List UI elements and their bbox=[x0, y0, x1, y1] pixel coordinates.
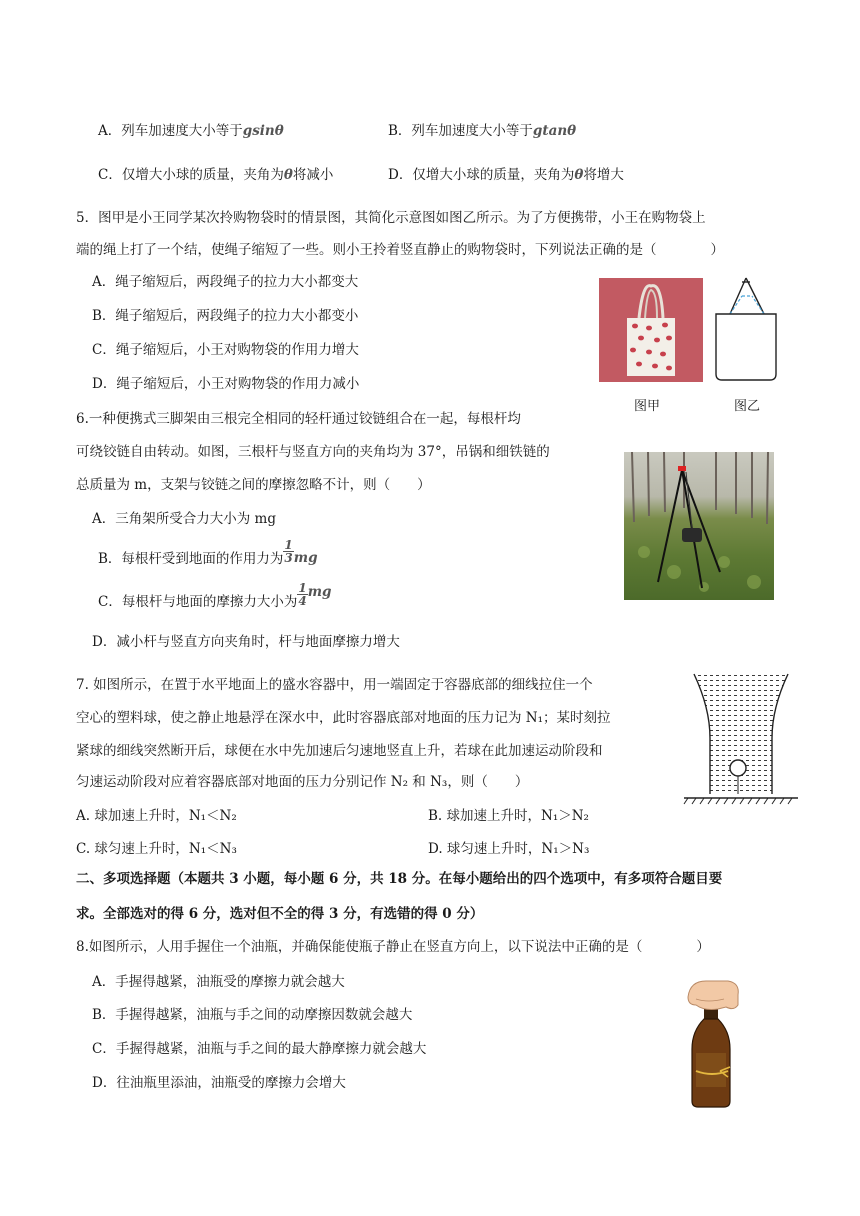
q7-stem-line4: 匀速运动阶段对应着容器底部对地面的压力分别记作 N₂ 和 N₃，则（ ） bbox=[76, 774, 529, 790]
q6-tripod-photo bbox=[624, 452, 774, 600]
q7-stem-line1: 7. 如图所示，在置于水平地面上的盛水容器中，用一端固定于容器底部的细线拉住一个 bbox=[76, 677, 593, 693]
q5-option-a: A．绳子缩短后，两段绳子的拉力大小都变大 bbox=[92, 274, 359, 290]
q4-option-d-post: 将增大 bbox=[583, 167, 624, 183]
q6-option-a: A．三角架所受合力大小为 mg bbox=[92, 511, 276, 527]
q7-stem-line2: 空心的塑料球，使之静止地悬浮在深水中，此时容器底部对地面的压力记为 N₁；某时刻拉 bbox=[76, 710, 611, 726]
q6-option-b-num: 1 bbox=[284, 538, 293, 552]
q6-option-b-fraction bbox=[283, 539, 293, 564]
q4-option-b bbox=[388, 119, 576, 139]
q6-option-c-num: 1 bbox=[298, 581, 307, 595]
q4-option-b-math: gtanθ bbox=[532, 123, 577, 139]
q6-stem-line1: 6.一种便携式三脚架由三根完全相同的轻杆通过铰链组合在一起，每根杆均 bbox=[76, 411, 521, 427]
q8-option-b: B．手握得越紧，油瓶与手之间的动摩擦因数就会越大 bbox=[92, 1007, 413, 1023]
q5-bag-photo bbox=[599, 278, 703, 382]
q6-option-b-den: 3 bbox=[284, 551, 293, 565]
q6-option-b-tail: mg bbox=[293, 550, 318, 566]
q4-option-d-pre: D．仅增大小球的质量，夹角为 bbox=[388, 167, 575, 183]
q4-option-a-text: A．列车加速度大小等于 bbox=[98, 123, 243, 139]
q6-option-c-den: 4 bbox=[298, 594, 307, 608]
q4-option-c-pre: C．仅增大小球的质量，夹角为 bbox=[98, 167, 284, 183]
q7-container-diagram bbox=[680, 668, 800, 808]
q6-stem-line3: 总质量为 m，支架与铰链之间的摩擦忽略不计，则（ ） bbox=[76, 477, 431, 493]
q6-stem-line2: 可绕铰链自由转动。如图，三根杆与竖直方向的夹角均为 37°，吊锅和细铁链的 bbox=[76, 444, 550, 460]
q4-option-c bbox=[98, 163, 333, 183]
q6-option-b bbox=[98, 538, 318, 572]
q6-option-d: D．减小杆与竖直方向夹角时，杆与地面摩擦力增大 bbox=[92, 634, 400, 650]
q8-option-a: A．手握得越紧，油瓶受的摩擦力就会越大 bbox=[92, 974, 345, 990]
q8-bottle-figure bbox=[684, 975, 744, 1111]
q4-option-c-post: 将减小 bbox=[292, 167, 334, 183]
q7-option-d: D. 球匀速上升时，N₁＞N₃ bbox=[428, 841, 590, 857]
q5-fig-label-b: 图乙 bbox=[734, 399, 761, 414]
q5-stem-line1: 5．图甲是小王同学某次拎购物袋时的情景图，其简化示意图如图乙所示。为了方便携带，小王在购物袋上 bbox=[76, 210, 706, 226]
tote-bag-icon bbox=[599, 278, 703, 382]
q5-stem-line2: 端的绳上打了一个结，使绳子缩短了一些。则小王拎着竖直静止的购物袋时，下列说法正确的是（ ） bbox=[76, 242, 724, 258]
hand-icon bbox=[688, 981, 738, 1010]
section2-heading-line2: 求。全部选对的得 6 分，选对但不全的得 3 分，有选错的得 0 分） bbox=[76, 906, 484, 922]
q4-option-d bbox=[388, 163, 624, 183]
q8-option-c: C．手握得越紧，油瓶与手之间的最大静摩擦力就会越大 bbox=[92, 1041, 427, 1057]
q7-option-b: B. 球加速上升时，N₁＞N₂ bbox=[428, 808, 589, 824]
q4-option-b-text: B．列车加速度大小等于 bbox=[388, 123, 533, 139]
q5-option-b: B．绳子缩短后，两段绳子的拉力大小都变小 bbox=[92, 308, 359, 324]
q4-option-a bbox=[98, 119, 284, 139]
q6-option-c bbox=[98, 581, 332, 615]
q5-option-d: D．绳子缩短后，小王对购物袋的作用力减小 bbox=[92, 376, 360, 392]
q4-option-a-math: gsinθ bbox=[242, 123, 284, 139]
q6-option-b-text: B．每根杆受到地面的作用力为 bbox=[98, 551, 284, 567]
q4-option-c-math: θ bbox=[283, 167, 293, 183]
section2-heading-line1: 二、多项选择题（本题共 3 小题，每小题 6 分，共 18 分。在每小题给出的四个选项中，有多项符合题目要 bbox=[76, 871, 723, 887]
q5-bag-diagram bbox=[712, 270, 782, 386]
q5-option-c: C．绳子缩短后，小王对购物袋的作用力增大 bbox=[92, 342, 359, 358]
q4-option-d-math: θ bbox=[574, 167, 584, 183]
q8-stem: 8.如图所示，人用手握住一个油瓶，并确保能使瓶子静止在竖直方向上，以下说法中正确的是（ ） bbox=[76, 939, 710, 955]
q5-fig-label-a: 图甲 bbox=[634, 399, 661, 414]
q7-stem-line3: 紧球的细线突然断开后，球便在水中先加速后匀速地竖直上升，若球在此加速运动阶段和 bbox=[76, 743, 603, 759]
q7-option-a: A. 球加速上升时，N₁＜N₂ bbox=[76, 808, 237, 824]
q6-option-c-fraction bbox=[297, 582, 307, 607]
q7-option-c: C. 球匀速上升时，N₁＜N₃ bbox=[76, 841, 237, 857]
tripod-icon bbox=[624, 452, 774, 600]
q6-option-c-tail: mg bbox=[307, 584, 332, 600]
q8-option-d: D．往油瓶里添油，油瓶受的摩擦力会增大 bbox=[92, 1075, 346, 1091]
q6-option-c-text: C．每根杆与地面的摩擦力大小为 bbox=[98, 594, 298, 610]
